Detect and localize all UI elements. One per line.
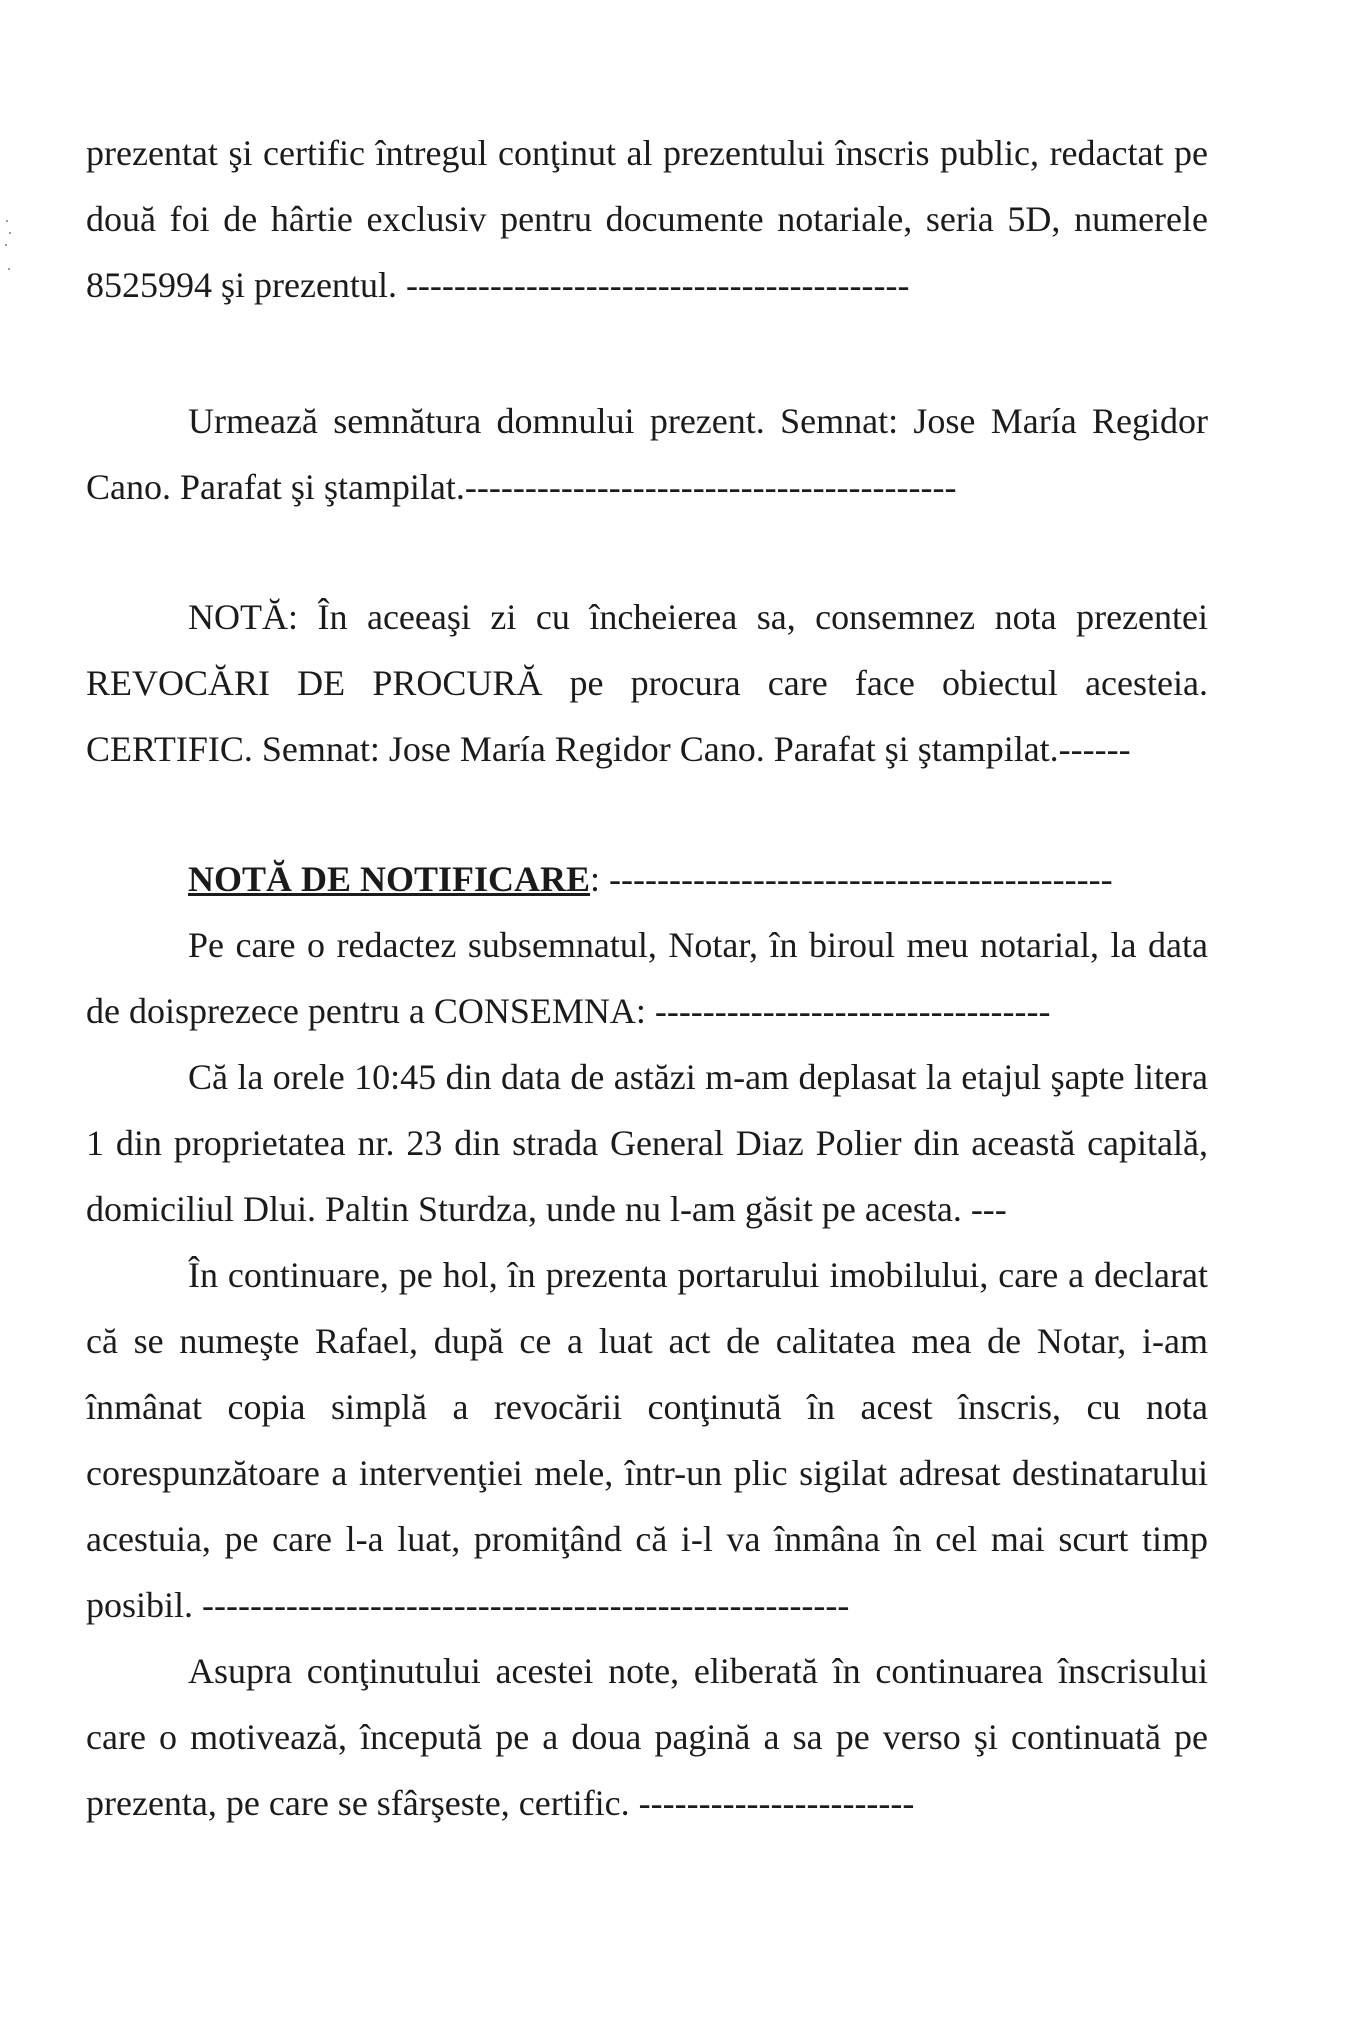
notification-heading-suffix: : ------------------------------------------ [590, 859, 1113, 899]
notification-heading-line [86, 846, 1208, 912]
text-block-opening [86, 120, 1208, 318]
paragraph-closing-certification: Asupra conţinutului acestei note, eliberată în continuarea înscrisului care o motivează, începută pe a doua pagină a sa pe verso şi continuată pe prezenta, pe care se sfârşeste, certific. ----------------------- [86, 1651, 1208, 1823]
paragraph-visit: Că la orele 10:45 din data de astăzi m-am deplasat la etajul şapte litera 1 din proprietatea nr. 23 din strada General Diaz Polier din această capitală, domiciliul Dlui. Paltin Sturdza, unde nu l-am găsit pe acesta. --- [86, 1057, 1208, 1229]
paragraph-certification-continuation: prezentat şi certific întregul conţinut al prezentului înscris public, redactat pe două foi de hârtie exclusiv pentru documente notariale, seria 5D, numerele 8525994 şi prezentul. ------------------------------------------ [86, 133, 1208, 305]
notification-heading: NOTĂ DE NOTIFICARE [188, 859, 591, 899]
paragraph-signature: Urmează semnătura domnului prezent. Semnat: Jose María Regidor Cano. Parafat şi ştampilat.----------------------------------------- [86, 401, 1208, 507]
scan-specks [0, 210, 20, 290]
paragraph-note: NOTĂ: În aceeaşi zi cu încheierea sa, consemnez nota prezentei REVOCĂRI DE PROCURĂ pe procura care face obiectul acesteia. CERTIFIC. Semnat: Jose María Regidor Cano. Parafat şi ştampilat.------ [86, 597, 1208, 769]
text-block-note [86, 584, 1208, 782]
text-block-notification [86, 846, 1208, 1836]
paragraph-delivery: În continuare, pe hol, în prezenta portarului imobilului, care a declarat că se numeşte Rafael, după ce a luat act de calitatea mea de Notar, i-am înmânat copia simplă a revocării conţinută în acest înscris, cu nota corespunzătoare a intervenţiei mele, într-un plic sigilat adresat destinatarului acestuia, pe care l-a luat, promiţând că i-l va înmâna în cel mai scurt timp posibil. ------------------------------------------------------ [86, 1255, 1208, 1625]
text-block-signature [86, 388, 1208, 520]
paragraph-drafting: Pe care o redactez subsemnatul, Notar, în biroul meu notarial, la data de doisprezece pentru a CONSEMNA: --------------------------------- [86, 925, 1208, 1031]
